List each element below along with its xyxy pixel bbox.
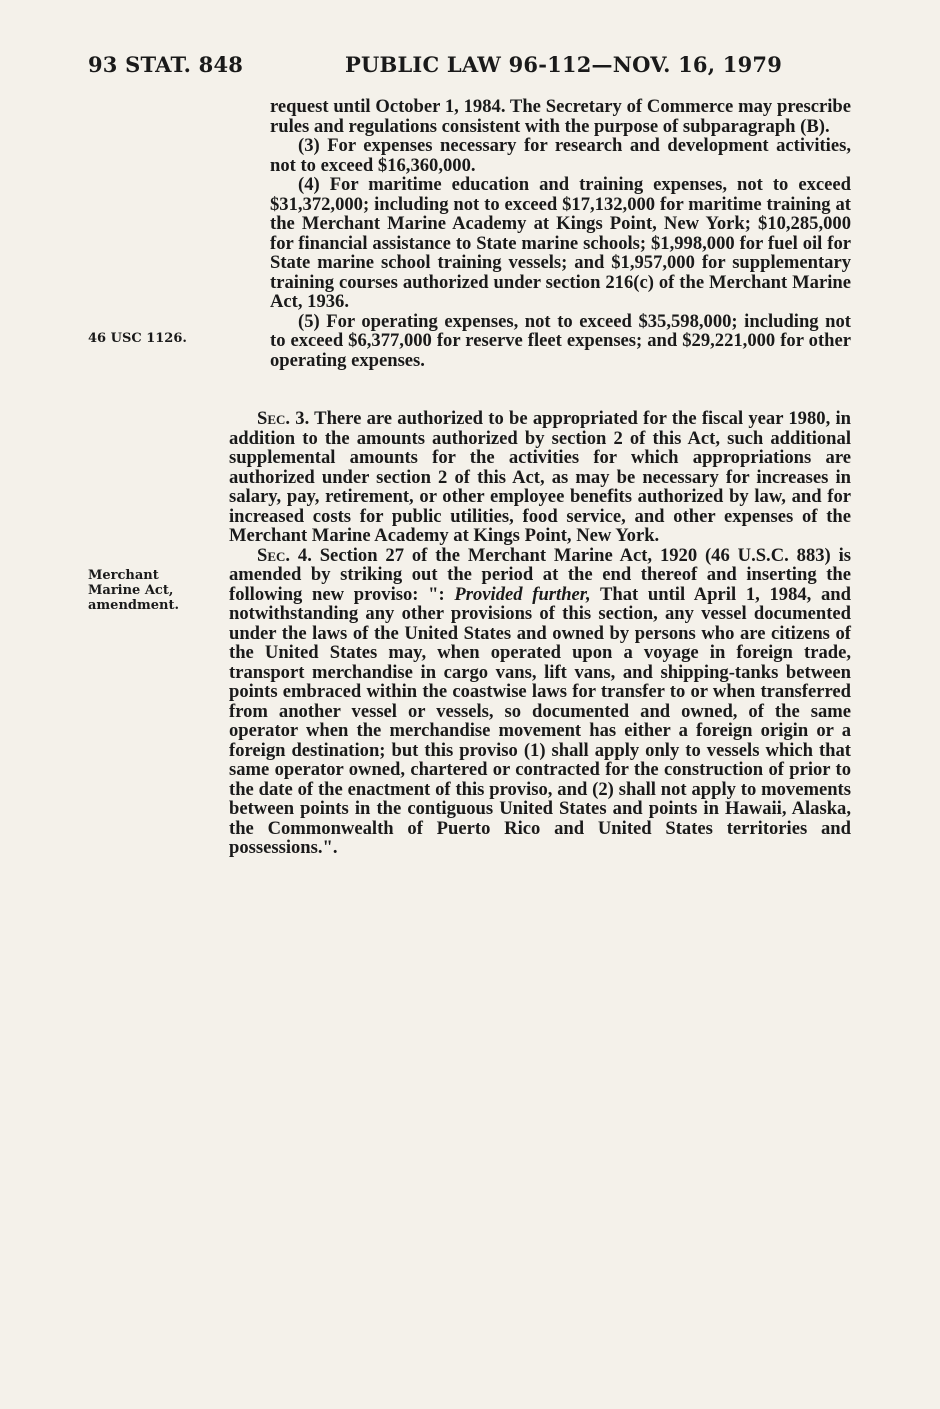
paragraph-5: (5) For operating expenses, not to exceed $35,598,000; including not to exceed $6,377,000 for reserve fleet expenses; and $29,221,000 for other operating expenses. — [270, 310, 851, 371]
section-4-proviso-italic: Provided further, — [454, 583, 591, 605]
margin-note-usc: 46 USC 1126. — [88, 331, 187, 346]
margin-note-amendment: Merchant Marine Act, amendment. — [88, 568, 179, 613]
statute-page-number: 93 STAT. 848 — [88, 52, 244, 77]
paragraph-4: (4) For maritime education and training expenses, not to exceed $31,372,000; including not to exceed $17,132,000 for maritime training at the Merchant Marine Academy at Kings Point, New York; $10,285,000 for financial assistance to State marine schools; $1,998,000 for fuel oil for State marine school training vessels; and $1,957,000 for supplementary training courses authorized under section 216(c) of the Merchant Marine Act, 1936. — [270, 174, 851, 312]
running-head: PUBLIC LAW 96-112—NOV. 16, 1979 — [345, 52, 783, 77]
section-3 — [229, 409, 851, 546]
section-3-label: Sec. 3. — [257, 408, 310, 429]
section-4-label: Sec. 4. — [257, 544, 312, 566]
section-4-text-a: Section 27 of the Merchant Marine Act, 1920 (46 U.S.C. 883) is amended by striking out the period at the end thereof and inserting the following new proviso: ": — [229, 544, 851, 605]
section-3-text: There are authorized to be appropriated for the fiscal year 1980, in addition to the amounts authorized by section 2 of this Act, such additional supplemental amounts for the activities for which appropriations are authorized under section 2 of this Act, as may be necessary for increases in salary, pay, retirement, or other employee benefits authorized by law, and for increased costs for public utilities, food service, and other expenses of the Merchant Marine Academy at Kings Point, New York. — [229, 408, 851, 546]
section-4 — [229, 546, 851, 858]
body-text-sections — [229, 409, 851, 858]
body-text-upper — [229, 97, 851, 370]
subparagraph-block — [229, 97, 851, 370]
paragraph-3: (3) For expenses necessary for research and development activities, not to exceed $16,360,000. — [270, 135, 851, 176]
paragraph-continuation: request until October 1, 1984. The Secretary of Commerce may prescribe rules and regulations consistent with the purpose of subparagraph (B). — [270, 96, 851, 137]
section-4-text-b: That until April 1, 1984, and notwithstanding any other provisions of this section, any vessel documented under the laws of the United States and owned by persons who are citizens of the United States may, when operated upon a voyage in foreign trade, transport merchandise in cargo vans, lift vans, and shipping-tanks between points embraced within the coastwise laws for transfer to or when transferred from another vessel or vessels, so documented and owned, of the same operator when the merchandise movement has either a foreign origin or a foreign destination; but this proviso (1) shall apply only to vessels which that same operator owned, chartered or contracted for the construction of prior to the date of the enactment of this proviso, and (2) shall not apply to movements between points in the contiguous United States and points in Hawaii, Alaska, the Commonwealth of Puerto Rico and United States territories and possessions.". — [229, 583, 851, 858]
